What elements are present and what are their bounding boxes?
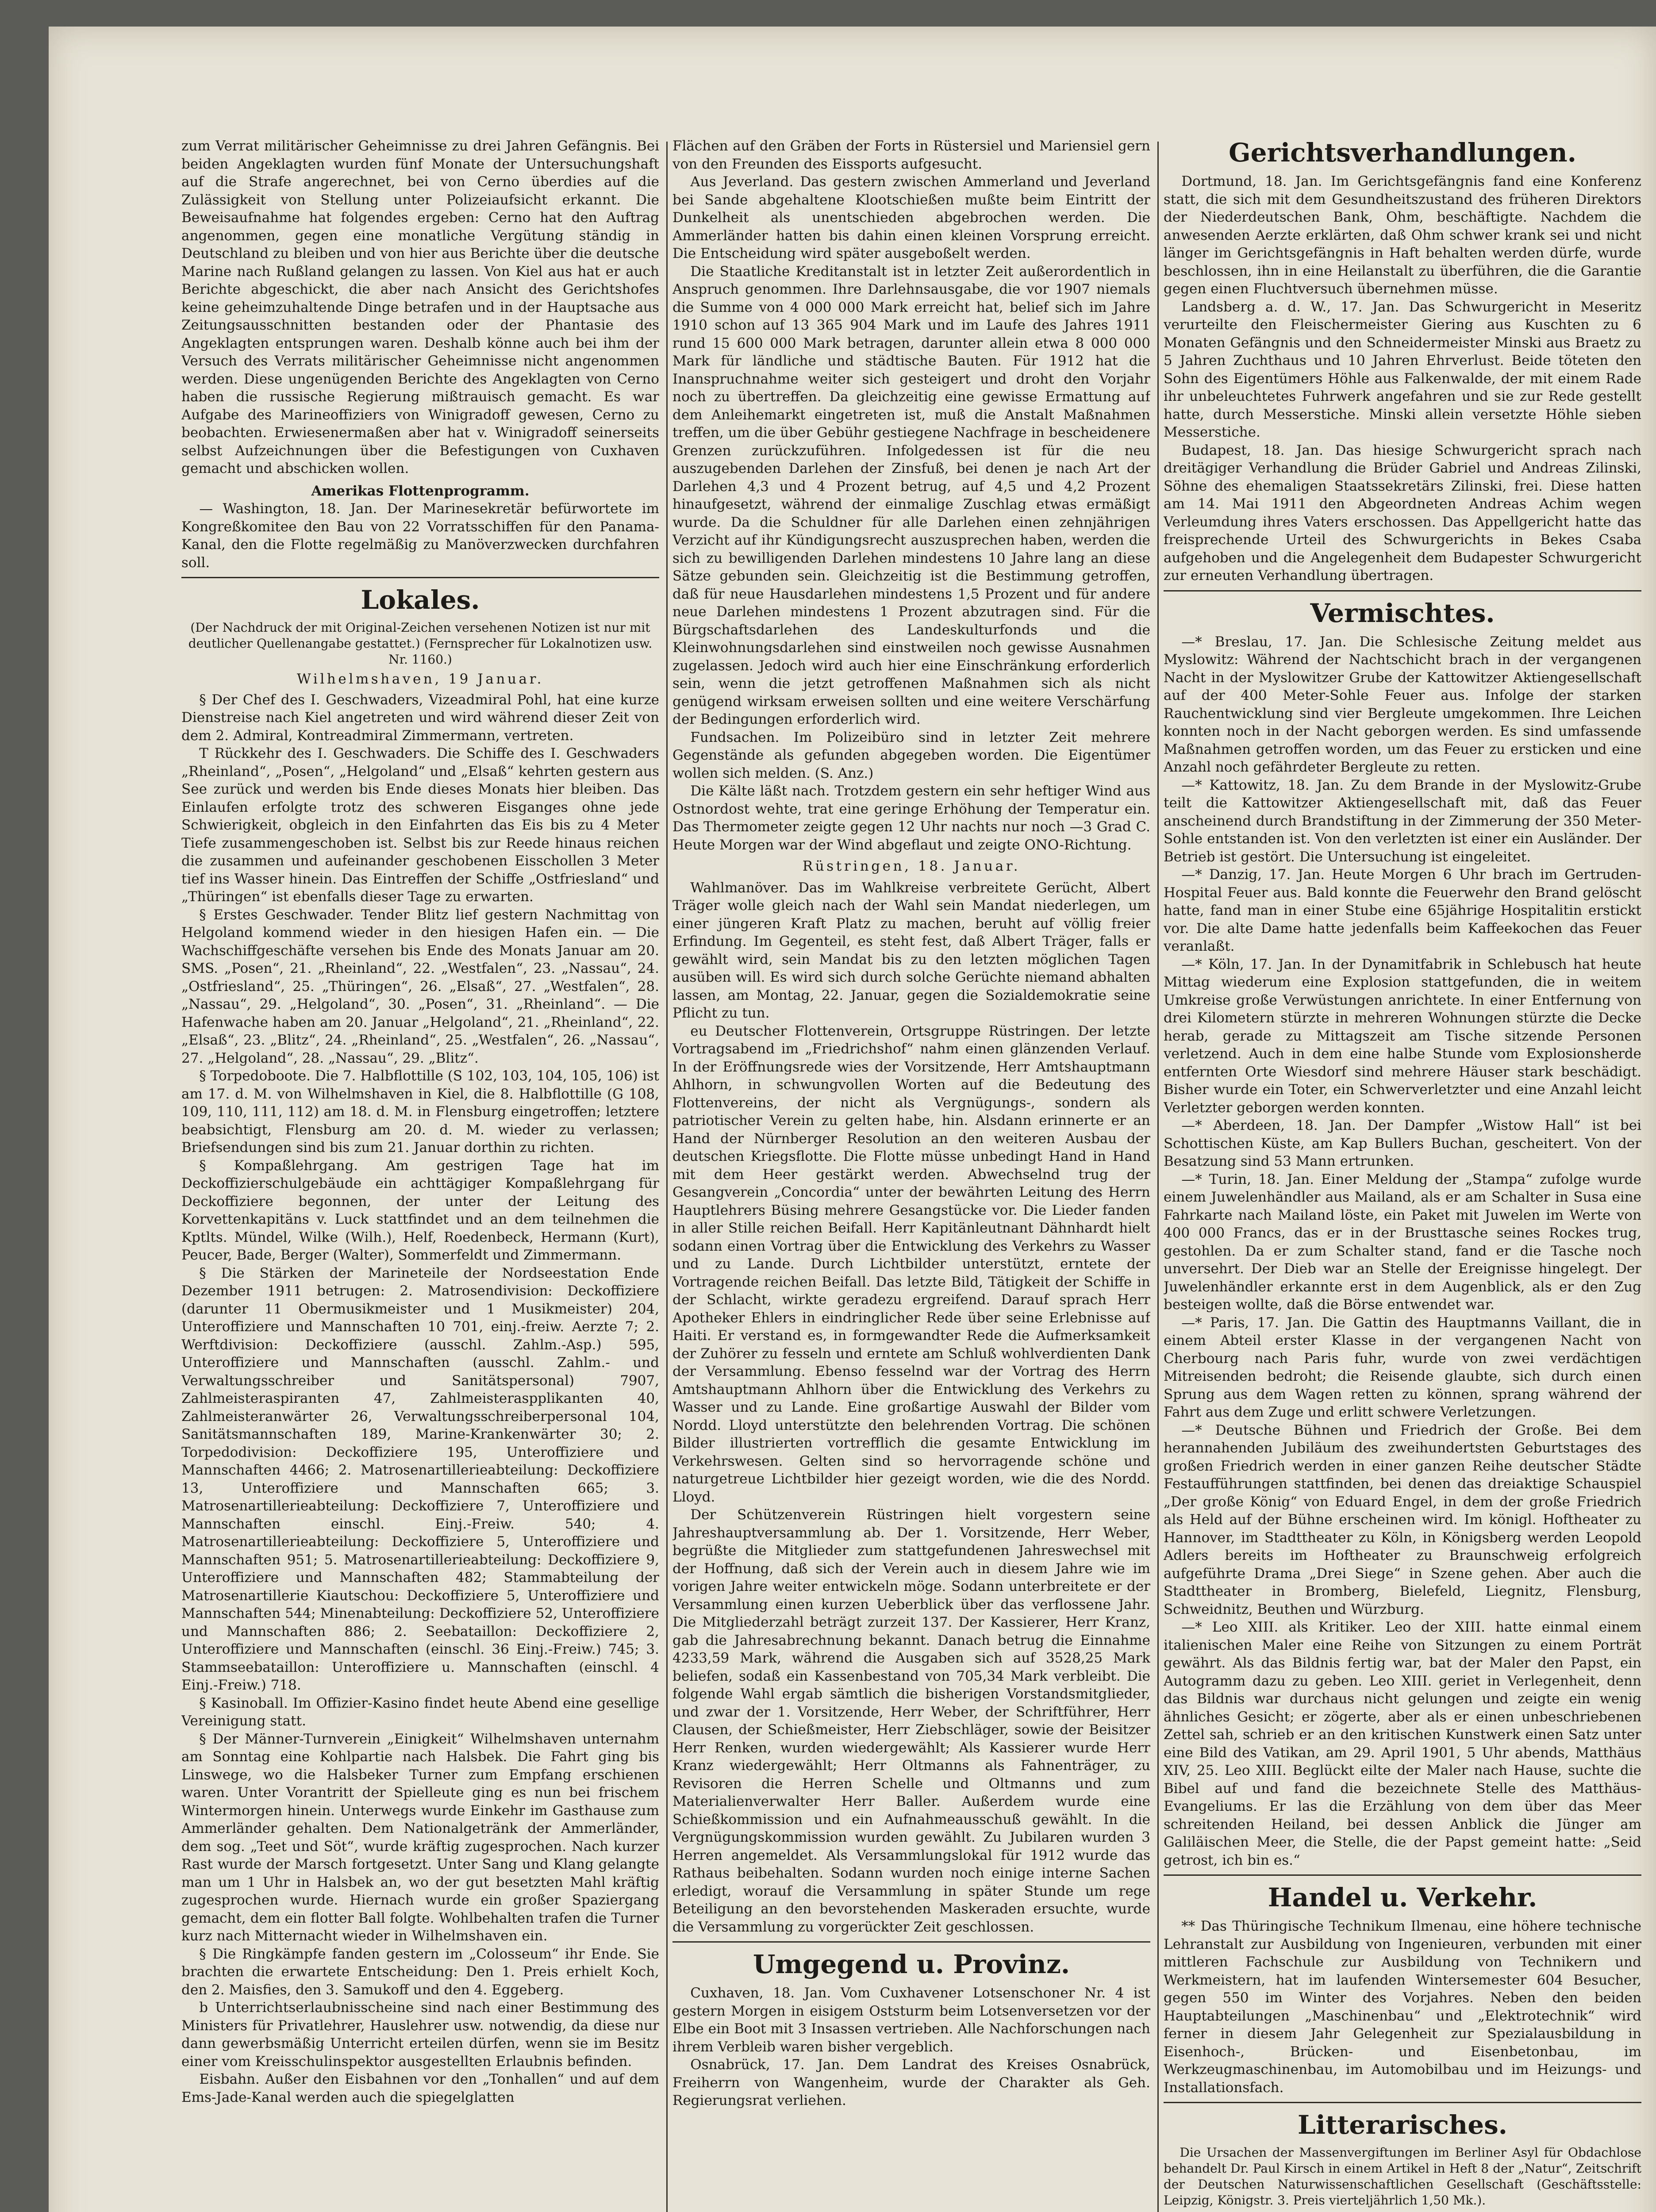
article-ringkaempfe: § Die Ringkämpfe fanden gestern im „Colosseum“ ihr Ende. Sie brachten die erwartete Entscheidung: Den 1. Preis erhielt Koch, den 2. Maisfies, den 3. Samukoff und den 4. Eggeberg. bbox=[181, 1946, 659, 1998]
dateline-wilhelmshaven: Wilhelmshaven, 19 Januar. bbox=[296, 671, 544, 687]
article-continuation: zum Verrat militärischer Geheimnisse zu drei Jahren Gefängnis. Bei beiden Angeklagten wurden fünf Monate der Untersuchungshaft auf die Strafe angerechnet, bei von Cerno überdies auf die Zulässigkeit von Stellung unter Polizeiaufsicht erkannt. Die Beweisaufnahme hat folgendes ergeben: Cerno hat den Auftrag angenommen, gegen eine monatliche Vergütung ständig in Deutschland zu bleiben und von hier aus Berichte über die deutsche Marine nach Rußland gelangen zu lassen. Von Kiel aus hat er auch Berichte abgeschickt, die aber nach Ansicht des Gerichtshofes keine geheimzuhaltende Dinge betrafen und in der Hauptsache aus Zeitungsausschnitten bestanden oder der Phantasie des Angeklagten entsprungen waren. Deshalb könne auch bei ihm der Versuch des Verrats militärischer Geheimnisse nicht angenommen werden. Diese ungenügenden Berichte des Angeklagten von Cerno haben die russische Regierung mißtrauisch gemacht. Es war Aufgabe des Marineoffiziers von Winigradoff gewesen, Cerno zu beobachten. Erwiesenermaßen aber hat v. Winigradoff seinerseits selbst Aufzeichnungen über die Befestigungen von Cuxhaven gemacht und abschicken wollen. bbox=[181, 138, 659, 476]
article-wahlmanoever: Wahlmanöver. Das im Wahlkreise verbreitete Gerücht, Albert Träger wolle gleich nach der Wahl sein Mandat niederlegen, um einer jüngeren Kraft Platz zu machen, beruht auf völlig freier Erfindung. Im Gegenteil, es steht fest, daß Albert Träger, falls er gewählt wird, sein Mandat bis zu den letzten möglichen Tagen ausüben will. Es wird sich durch solche Gerüchte niemand abhalten lassen, am Montag, 22. Januar, gegen die Sozialdemokratie seine Pflicht zu tun. bbox=[672, 879, 1150, 1021]
divider bbox=[1164, 1874, 1641, 1876]
article-danzig: —* Danzig, 17. Jan. Heute Morgen 6 Uhr brach im Gertruden-Hospital Feuer aus. Bald konnte die Feuerwehr den Brand gelöscht hatte, fand man in einer Stube eine 65jährige Hospitalitin erstickt vor. Die alte Dame hatte jedenfalls beim Kaffeekochen das Feuer veranlaßt. bbox=[1164, 867, 1641, 954]
amerikas-heading: Amerikas Flottenprogramm. bbox=[311, 483, 530, 499]
amerikas-text: — Washington, 18. Jan. Der Marinesekretär befürwortete im Kongreßkomitee den Bau von 22 Vorratsschiffen für den Panama-Kanal, den die Flotte regelmäßig zu Manöverzwecken durchfahren soll. bbox=[181, 501, 659, 571]
divider bbox=[181, 577, 659, 578]
article-chef: § Der Chef des I. Geschwaders, Vizeadmiral Pohl, hat eine kurze Dienstreise nach Kiel angetreten und wird während dieser Zeit von dem 2. Admiral, Kontreadmiral Zimmermann, vertreten. bbox=[181, 691, 659, 744]
column-rule-1 bbox=[666, 142, 668, 2212]
article-jeverland: Aus Jeverland. Das gestern zwischen Ammerland und Jeverland bei Sande abgehaltene Klootschießen mußte beim Eintritt der Dunkelheit als unentschieden abgebrochen werden. Die Ammerländer hatten bis dahin einen kleinen Vorsprung erreicht. Die Entscheidung wird später ausgeboßelt werden. bbox=[672, 174, 1150, 261]
article-unterricht: b Unterrichtserlaubnisscheine sind nach einer Bestimmung des Ministers für Privatlehrer, Hauslehrer usw. notwendig, da diese nur dann gewerbsmäßig Unterricht erteilen dürfen, wenn sie im Besitz einer vom Kreisschulinspektor ausgestellten Erlaubnis befinden. bbox=[181, 2000, 659, 2070]
article-kompass: § Kompaßlehrgang. Am gestrigen Tage hat im Deckoffizierschulgebäude ein achttägiger Kompaßlehrgang für Deckoffiziere begonnen, der unter der Leitung des Korvettenkapitäns v. Luck stattfindet und an dem teilnehmen die Kptlts. Mündel, Wilke (Wilh.), Helf, Roedenbeck, Hermann (Kurt), Peucer, Bade, Berger (Walter), Sommerfeldt und Zimmermann. bbox=[181, 1157, 659, 1263]
article-kasinoball: § Kasinoball. Im Offizier-Kasino findet heute Abend eine gesellige Vereinigung statt. bbox=[181, 1695, 659, 1729]
article-budapest: Budapest, 18. Jan. Das hiesige Schwurgericht sprach nach dreitägiger Verhandlung die Brüder Gabriel und Andreas Zilinski, Söhne des ehemaligen Staatssekretärs Zilinski, frei. Diese hatten am 14. Mai 1911 den Abgeordneten Andreas Achim wegen Verleumdung ihres Vaters erschossen. Das Appellgericht hatte das freisprechende Urteil des Schwurgerichts in Bekes Csaba aufgehoben und die Angelegenheit dem Budapester Schwurgericht zur erneuten Verhandlung übertragen. bbox=[1164, 442, 1641, 584]
article-leo: —* Leo XIII. als Kritiker. Leo der XIII. hatte einmal einem italienischen Maler eine Reihe von Sitzungen zu einem Porträt gewährt. Als das Bildnis fertig war, bat der Maler den Papst, ein Autogramm dazu zu geben. Leo XIII. geriet in Verlegenheit, denn das Bildnis war durchaus nicht gelungen und zeigte ein wenig ähnliches Gesicht; er zögerte, aber als er einen unbeschriebenen Zettel sah, schrieb er an den kritischen Kunstwerk einen Satz unter eine Bild des Vatikan, am 29. April 1901, 5 Uhr abends, Matthäus XIV, 25. Leo XIII. Beglückt eilte der Maler nach Hause, suchte die Bibel auf und fand die bezeichnete Stelle des Matthäus-Evangeliums. Er las die Erzählung von dem über das Meer schreitenden Heiland, bei dessen Anblick die Jünger am Galiläischen Meer, die Stelle, die der Papst gemeint hatte: „Seid getrost, ich bin es.“ bbox=[1164, 1619, 1641, 1868]
article-eisbahn: Eisbahn. Außer den Eisbahnen vor den „Tonhallen“ und auf dem Ems-Jade-Kanal werden auch die spiegelglatten bbox=[181, 2071, 659, 2105]
article-fundsachen: Fundsachen. Im Polizeibüro sind in letzter Zeit mehrere Gegenstände als gefunden abgegeben worden. Die Eigentümer wollen sich melden. (S. Anz.) bbox=[672, 729, 1150, 781]
divider bbox=[1164, 590, 1641, 591]
article-staerken: § Die Stärken der Marineteile der Nordseestation Ende Dezember 1911 betrugen: 2. Matrosendivision: Deckoffiziere (darunter 11 Obermusikmeister und 1 Musikmeister) 204, Unteroffiziere und Mannschaften 10 701, einj.-freiw. Aerzte 7; 2. Werftdivision: Deckoffiziere (ausschl. Zahlm.-Asp.) 595, Unteroffiziere und Mannschaften (ausschl. Zahlm.- und Verwaltungsschreiber und Sanitätspersonal) 7907, Zahlmeisteraspiranten 47, Zahlmeisteraspplikanten 40, Zahlmeisteranwärter 26, Verwaltungsschreiberpersonal 104, Sanitätsmannschaften 189, Marine-Krankenwärter 30; 2. Torpedodivision: Deckoffiziere 195, Unteroffiziere und Mannschaften 4466; 2. Matrosenartillerieabteilung: Deckoffiziere 13, Unteroffiziere und Mannschaften 665; 3. Matrosenartillerieabteilung: Deckoffiziere 7, Unteroffiziere und Mannschaften einschl. Einj.-Freiw. 540; 4. Matrosenartillerieabteilung: Deckoffiziere 5, Unteroffiziere und Mannschaften 951; 5. Matrosenartillerieabteilung: Deckoffiziere 9, Unteroffiziere und Mannschaften 482; Stammabteilung der Matrosenartillerie Kiautschou: Deckoffiziere 5, Unteroffiziere und Mannschaften 544; Minenabteilung: Deckoffiziere 52, Unteroffiziere und Mannschaften 886; 2. Seebataillon: Deckoffiziere 2, Unteroffiziere und Mannschaften (einschl. 36 Einj.-Freiw.) 745; 3. Stammseebataillon: Unteroffiziere u. Mannschaften (einschl. 4 Einj.-Freiw.) 718. bbox=[181, 1265, 659, 1693]
lokales-note: (Der Nachdruck der mit Original-Zeichen versehenen Notizen ist nur mit deutlicher Quellenangabe gestattet.) (Fernsprecher für Lokalnotizen usw. Nr. 1160.) bbox=[188, 620, 653, 667]
newspaper-page bbox=[49, 27, 1656, 2212]
article-thueringen: ** Das Thüringische Technikum Ilmenau, eine höhere technische Lehranstalt zur Ausbildung von Ingenieuren, verbunden mit einer mittleren Fachschule zur Ausbildung von Technikern und Werkmeistern, hat im laufenden Wintersemester 604 Besucher, gegen 550 im Winter des Vorjahres. Neben den beiden Hauptabteilungen „Maschinenbau“ und „Elektrotechnik“ wird ferner in diesem Jahr Gelegenheit zur Spezialausbildung in Eisenhoch-, Brücken- und Eisenbetonbau, im Werkzeugmaschinenbau, im Automobilbau und im Heizungs- und Installationsfach. bbox=[1164, 1918, 1641, 2096]
article-flottenverein: eu Deutscher Flottenverein, Ortsgruppe Rüstringen. Der letzte Vortragsabend im „Friedrichshof“ nahm einen glänzenden Verlauf. In der Eröffnungsrede wies der Vorsitzende, Herr Amtshauptmann Ahlhorn, in schwungvollen Worten auf die Bedeutung des Flottenvereins, der nicht als Vergnügungs-, sondern als patriotischer Verein zu gelten habe, hin. Alsdann erinnerte er an Hand der Nürnberger Resolution an den weiteren Ausbau der deutschen Kriegsflotte. Die Flotte müsse unbedingt Hand in Hand mit dem Heer gestärkt werden. Abwechselnd trug der Gesangverein „Concordia“ unter der bewährten Leitung des Herrn Hauptlehrers Büsing mehrere Gesangstücke vor. Die Lieder fanden in aller Stille reichen Beifall. Herr Kapitänleutnant Dähnhardt hielt sodann einen Vortrag über die Entwicklung des Verkehrs zu Wasser und zu Lande. Durch Lichtbilder unterstützt, erntete der Vortragende reichen Beifall. Das letzte Bild, Tätigkeit der Schiffe in der Schlacht, wirkte geradezu ergreifend. Darauf sprach Herr Apotheker Ehlers in eindringlicher Rede über seine Erlebnisse auf Haiti. Er verstand es, in formgewandter Rede die Aufmerksamkeit der Zuhörer zu fesseln und erntete am Schluß wohlverdienten Dank der Versammlung. Ebenso fesselnd war der Vortrag des Herrn Amtshauptmann Ahlhorn über die Entwicklung des Verkehrs zu Wasser und zu Lande. Eine großartige Auswahl der Bilder vom Nordd. Lloyd unterstützte den belehrenden Vortrag. Die schönen Bilder illustrierten vortrefflich die gesamte Entwicklung im Verkehrswesen. Gelten sind so hervorragende schöne und naturgetreue Lichtbilder hier gezeigt worden, wie die des Nordd. Lloyd. bbox=[672, 1023, 1150, 1505]
article-paris: —* Paris, 17. Jan. Die Gattin des Hauptmanns Vaillant, die in einem Abteil erster Klasse in der vergangenen Nacht von Cherbourg nach Paris fuhr, wurde von zwei verdächtigen Mitreisenden bedroht; die Reisende glaubte, sich durch einen Sprung aus dem Wagen retten zu können, sprang während der Fahrt aus dem Zuge und erlitt schwere Verletzungen. bbox=[1164, 1314, 1641, 1420]
article-landsberg: Landsberg a. d. W., 17. Jan. Das Schwurgericht in Meseritz verurteilte den Fleischermeister Giering aus Kuschten zu 6 Monaten Gefängnis und den Schneidermeister Minski aus Braetz zu 5 Jahren Zuchthaus und 10 Jahren Ehrverlust. Beide töteten den Sohn des Eigentümers Höhle aus Falkenwalde, der mit einem Rade ihr unbeleuchtetes Fuhrwerk angefahren und sie zur Rede gestellt hatte, durch Messerstiche. Minski allein versetzte Höhle sieben Messerstiche. bbox=[1164, 299, 1641, 440]
gericht-title: Gerichtsverhandlungen. bbox=[1229, 138, 1576, 168]
article-continuation-2: Flächen auf den Gräben der Forts in Rüstersiel und Mariensiel gern von den Freunden des Eissports aufgesucht. bbox=[672, 138, 1150, 172]
vermischtes-title: Vermischtes. bbox=[1310, 598, 1495, 628]
article-schuetzenverein: Der Schützenverein Rüstringen hielt vorgestern seine Jahreshauptversammlung ab. Der 1. Vorsitzende, Herr Weber, begrüßte die Mitglieder zum stattgefundenen Jahreswechsel mit der Hoffnung, daß sich der Verein auch in diesem Jahre wie im vorigen Jahre weiter entwickeln möge. Sodann unterbreitete er der Versammlung einen kurzen Ueberblick über das verflossene Jahr. Die Mitgliederzahl beträgt zurzeit 137. Der Kassierer, Herr Kranz, gab die Jahresabrechnung bekannt. Danach betrug die Einnahme 4233,59 Mark, während die Ausgaben sich auf 3528,25 Mark beliefen, sodaß ein Kassenbestand von 705,34 Mark verbleibt. Die folgende Wahl ergab sämtlich die bisherigen Vorstandsmitglieder, und zwar der 1. Vorsitzende, Herr Weber, der Schriftführer, Herr Clausen, der Schießmeister, Herr Ziebschläger, sowie der Beisitzer Herr Renken, wurden wiedergewählt; Als Kassierer wurde Herr Kranz wiedergewählt; Herr Oltmanns als Fahnenträger, zu Revisoren die Herren Schelle und Oltmanns und zum Materialienverwalter Herr Baller. Außerdem wurde eine Schießkommission und ein Aufnahmeausschuß gewählt. In die Vergnügungskommission wurden gewählt. Zu Jubilaren wurden 3 Herren angemeldet. Als Versammlungslokal für 1912 wurde das Rathaus beibehalten. Sodann wurden noch einige interne Sachen erledigt, worauf die Versammlung in später Stunde um rege Beteiligung an den bevorstehenden Maskeraden ersuchte, wurde die Versammlung zu vorgerückter Zeit geschlossen. bbox=[672, 1507, 1150, 1935]
article-rueckkehr: T Rückkehr des I. Geschwaders. Die Schiffe des I. Geschwaders „Rheinland“, „Posen“, „Helgoland“ und „Elsaß“ kehrten gestern aus See zurück und werden bis Ende dieses Monats hier bleiben. Das Einlaufen erfolgte trotz des schweren Eisganges ohne jede Schwierigkeit, obgleich in den Einfahrten das Eis bis zu 4 Meter Tiefe zusammengeschoben ist. Selbst bis zur Reede hinaus reichen die zusammen und aufeinander geschobenen Eisschollen 3 Meter tief ins Wasser hinein. Das Eintreffen der Schiffe „Ostfriesland“ und „Thüringen“ ist ebenfalls dieser Tage zu erwarten. bbox=[181, 745, 659, 905]
article-osnabrueck: Osnabrück, 17. Jan. Dem Landrat des Kreises Osnabrück, Freiherrn von Wangenheim, wurde der Charakter als Geh. Regierungsrat verliehen. bbox=[672, 2057, 1150, 2108]
article-kattowitz: —* Kattowitz, 18. Jan. Zu dem Brande in der Myslowitz-Grube teilt die Kattowitzer Aktiengesellschaft mit, daß das Feuer anscheinend durch Brandstiftung in der Zimmerung der 350 Meter-Sohle entstanden ist. Von den verletzten ist einer ein Ausländer. Der Betrieb ist gestört. Die Untersuchung ist eingeleitet. bbox=[1164, 777, 1641, 865]
article-torpedoboote: § Torpedoboote. Die 7. Halbflottille (S 102, 103, 104, 105, 106) ist am 17. d. M. von Wilhelmshaven in Kiel, die 8. Halbflottille (G 108, 109, 110, 111, 112) am 18. d. M. in Flensburg eingetroffen; letztere beabsichtigt, Flensburg am 20. d. M. wieder zu verlassen; Briefsendungen sind bis zum 21. Januar dorthin zu richten. bbox=[181, 1068, 659, 1156]
article-turnverein: § Der Männer-Turnverein „Einigkeit“ Wilhelmshaven unternahm am Sonntag eine Kohlpartie nach Halsbek. Die Fahrt ging bis Linswege, wo die Halsbeker Turner zum Empfang erschienen waren. Unter Vorantritt der Spielleute ging es nun bei frischem Wintermorgen hinein. Unterwegs wurde Einkehr im Gasthause zum Ammerländer gehalten. Dem Nationalgetränk der Ammerländer, dem sog. „Teet und Söt“, wurde kräftig zugesprochen. Nach kurzer Rast wurde der Marsch fortgesetzt. Unter Sang und Klang gelangte man um 1 Uhr in Halsbek an, wo der gut besetzten Mahl kräftig zugesprochen wurde. Hiernach wurde ein großer Spaziergang gemacht, dem ein flotter Ball folgte. Wohlbehalten trafen die Turner kurz nach Mitternacht wieder in Wilhelmshaven ein. bbox=[181, 1731, 659, 1944]
article-kreditanstalt: Die Staatliche Kreditanstalt ist in letzter Zeit außerordentlich in Anspruch genommen. Ihre Darlehnsausgabe, die vor 1907 niemals die Summe von 4 000 000 Mark erreicht hat, belief sich im Jahre 1910 schon auf 13 365 904 Mark und im Laufe des Jahres 1911 rund 15 600 000 Mark betragen, darunter allein etwa 8 000 000 Mark für ländliche und städtische Bauten. Für 1912 hat die Inanspruchnahme weiter sich gesteigert und droht den Vorjahr noch zu übertreffen. Da gleichzeitig eine gewisse Ermattung auf dem Anleihemarkt eingetreten ist, muß die Anstalt Maßnahmen treffen, um die über Gebühr gestiegene Nachfrage in bescheidenere Grenzen zurückzuführen. Infolgedessen ist für die neu auszugebenden Darlehen der Zinsfuß, bei denen je nach Art der Darlehen 4,3 und 4 Prozent betrug, auf 4,5 und 4,2 Prozent hinaufgesetzt, während der einmalige Zuschlag etwas ermäßigt wurde. Da die Schuldner für alle Darlehen einen zehnjährigen Verzicht auf ihr Kündigungsrecht auszusprechen haben, werden die sich zu bewilligenden Darlehen mindestens 10 Jahre lang an diese Sätze gebunden sein. Gleichzeitig ist die Bestimmung getroffen, daß für neue Hausdarlehen mindestens 1,5 Prozent und für andere neue Darlehen mindestens 1 Prozent abzutragen sind. Für die Bürgschaftsdarlehen des Landeskulturfonds und die Kleinwohnungsdarlehen sind einstweilen noch gewisse Ausnahmen zugelassen. Jedoch wird auch hier eine Einschränkung erforderlich sein, wenn die jetzt getroffenen Maßnahmen sich als nicht genügend wirksam erweisen sollten und eine weitere Verschärfung der Bedingungen erforderlich wird. bbox=[672, 263, 1150, 727]
article-aberdeen: —* Aberdeen, 18. Jan. Der Dampfer „Wistow Hall“ ist bei Schottischen Küste, am Kap Bullers Buchan, gescheitert. Von der Besatzung sind 53 Mann ertrunken. bbox=[1164, 1118, 1641, 1169]
column-1 bbox=[181, 137, 659, 2212]
lokales-title: Lokales. bbox=[361, 585, 480, 615]
litterarisches-title: Litterarisches. bbox=[1298, 2110, 1507, 2140]
dateline-ruestringen: Rüstringen, 18. Januar. bbox=[802, 858, 1021, 874]
umgegend-title: Umgegend u. Provinz. bbox=[753, 1949, 1070, 1979]
article-friedrich: —* Deutsche Bühnen und Friedrich der Große. Bei dem herannahenden Jubiläum des zweihundertsten Geburtstages des großen Friedrich werden in einer ganzen Reihe deutscher Städte Festaufführungen stattfinden, bei denen das dreiaktige Schauspiel „Der große König“ von Eduard Engel, in dem der große Friedrich als Held auf der Bühne erscheinen wird. Im königl. Hoftheater zu Hannover, im Stadttheater zu Köln, in Königsberg werden Leopold Adlers bereits im Hoftheater zu Braunschweig erfolgreich aufgeführte Drama „Drei Siege“ in Szene gehen. Aber auch die Stadttheater in Bromberg, Bielefeld, Liegnitz, Flensburg, Schweidnitz, Beuthen und Würzburg. bbox=[1164, 1422, 1641, 1617]
column-2 bbox=[672, 137, 1150, 2212]
article-koeln: —* Köln, 17. Jan. In der Dynamitfabrik in Schlebusch hat heute Mittag wiederum eine Explosion stattgefunden, die in weitem Umkreise große Verwüstungen anrichtete. In einer Entfernung von drei Kilometern stürzte in mehreren Wohnungen stürzte die Decke herab, gerade zu Mittagszeit am Tische sitzende Personen verletzend. Auch in dem eine halbe Stunde vom Explosionsherde entfernten Orte Wiesdorf sind mehrere Häuser stark beschädigt. Bisher wurde ein Toter, ein Schwerverletzter und eine Anzahl leicht Verletzter geborgen werden konnten. bbox=[1164, 956, 1641, 1116]
article-litterarisches: Die Ursachen der Massenvergiftungen im Berliner Asyl für Obdachlose behandelt Dr. Paul Kirsch in einem Artikel in Heft 8 der „Natur“, Zeitschrift der Deutschen Naturwissenschaftlichen Gesellschaft (Geschäftsstelle: Leipzig, Königstr. 3. Preis vierteljährlich 1,50 Mk.). bbox=[1164, 2145, 1641, 2208]
article-cuxhaven: Cuxhaven, 18. Jan. Vom Cuxhavener Lotsenschoner Nr. 4 ist gestern Morgen in eisigem Oststurm beim Lotsenversetzen vor der Elbe ein Boot mit 3 Insassen vertrieben. Alle Nachforschungen nach ihrem Verbleib waren bisher vergeblich. bbox=[672, 1985, 1150, 2055]
column-3 bbox=[1164, 137, 1641, 2212]
handel-title: Handel u. Verkehr. bbox=[1268, 1882, 1537, 1912]
column-rule-2 bbox=[1157, 142, 1159, 2212]
divider bbox=[1164, 2102, 1641, 2103]
article-erstes-geschwader: § Erstes Geschwader. Tender Blitz lief gestern Nachmittag von Helgoland kommend wieder in den hiesigen Hafen ein. — Die Wachschiffgeschäfte versehen bis Ende des Monats Januar am 20. SMS. „Posen“, 21. „Rheinland“, 22. „Westfalen“, 23. „Nassau“, 24. „Ostfriesland“, 25. „Thüringen“, 26. „Elsaß“, 27. „Westfalen“, 28. „Nassau“, 29. „Helgoland“, 30. „Posen“, 31. „Rheinland“. — Die Hafenwache haben am 20. Januar „Helgoland“, 21. „Rheinland“, 22. „Elsaß“, 23. „Blitz“, 24. „Rheinland“, 25. „Westfalen“, 26. „Nassau“, 27. „Helgoland“, 28. „Nassau“, 29. „Blitz“. bbox=[181, 906, 659, 1066]
article-dortmund: Dortmund, 18. Jan. Im Gerichtsgefängnis fand eine Konferenz statt, die sich mit dem Gesundheitszustand des früheren Direktors der Niederdeutschen Bank, Ohm, beschäftigte. Nachdem die anwesenden Aerzte erklärten, daß Ohm schwer krank sei und nicht länger im Gerichtsgefängnis in Haft behalten werden dürfe, wurde beschlossen, ihn in eine Heilanstalt zu überführen, die die Garantie gegen einen Fluchtversuch übernehmen müsse. bbox=[1164, 173, 1641, 297]
article-turin: —* Turin, 18. Jan. Einer Meldung der „Stampa“ zufolge wurde einem Juwelenhändler aus Mailand, als er am Schalter in Susa eine Fahrkarte nach Mailand löste, ein Paket mit Juwelen im Werte von 400 000 Francs, das er in der Brusttasche seines Rockes trug, gestohlen. Da er zum Schalter stand, fand er die Tasche noch unversehrt. Der Dieb war an Stelle der Ereignisse hingelegt. Der Juwelenhändler erkannte erst in dem Augenblick, als er den Zug besteigen wollte, daß die Börse entwendet war. bbox=[1164, 1171, 1641, 1313]
article-kaelte: Die Kälte läßt nach. Trotzdem gestern ein sehr heftiger Wind aus Ostnordost wehte, trat eine geringe Erhöhung der Temperatur ein. Das Thermometer zeigte gegen 12 Uhr nachts nur noch —3 Grad C. Heute Morgen war der Wind abgeflaut und zeigte ONO-Richtung. bbox=[672, 783, 1150, 853]
divider bbox=[672, 1941, 1150, 1943]
article-breslau: —* Breslau, 17. Jan. Die Schlesische Zeitung meldet aus Myslowitz: Während der Nachtschicht brach in der vergangenen Nacht in der Myslowitzer Grube der Kattowitzer Aktiengesellschaft auf der 400 Meter-Sohle Feuer aus. Infolge der starken Rauchentwicklung sind vier Bergleute umgekommen. Ihre Leichen konnten noch in der Nacht geborgen werden. Es sind umfassende Maßnahmen getroffen worden, um das Feuer zu ersticken und eine Anzahl noch gefährdeter Bergleute zu retten. bbox=[1164, 634, 1641, 775]
